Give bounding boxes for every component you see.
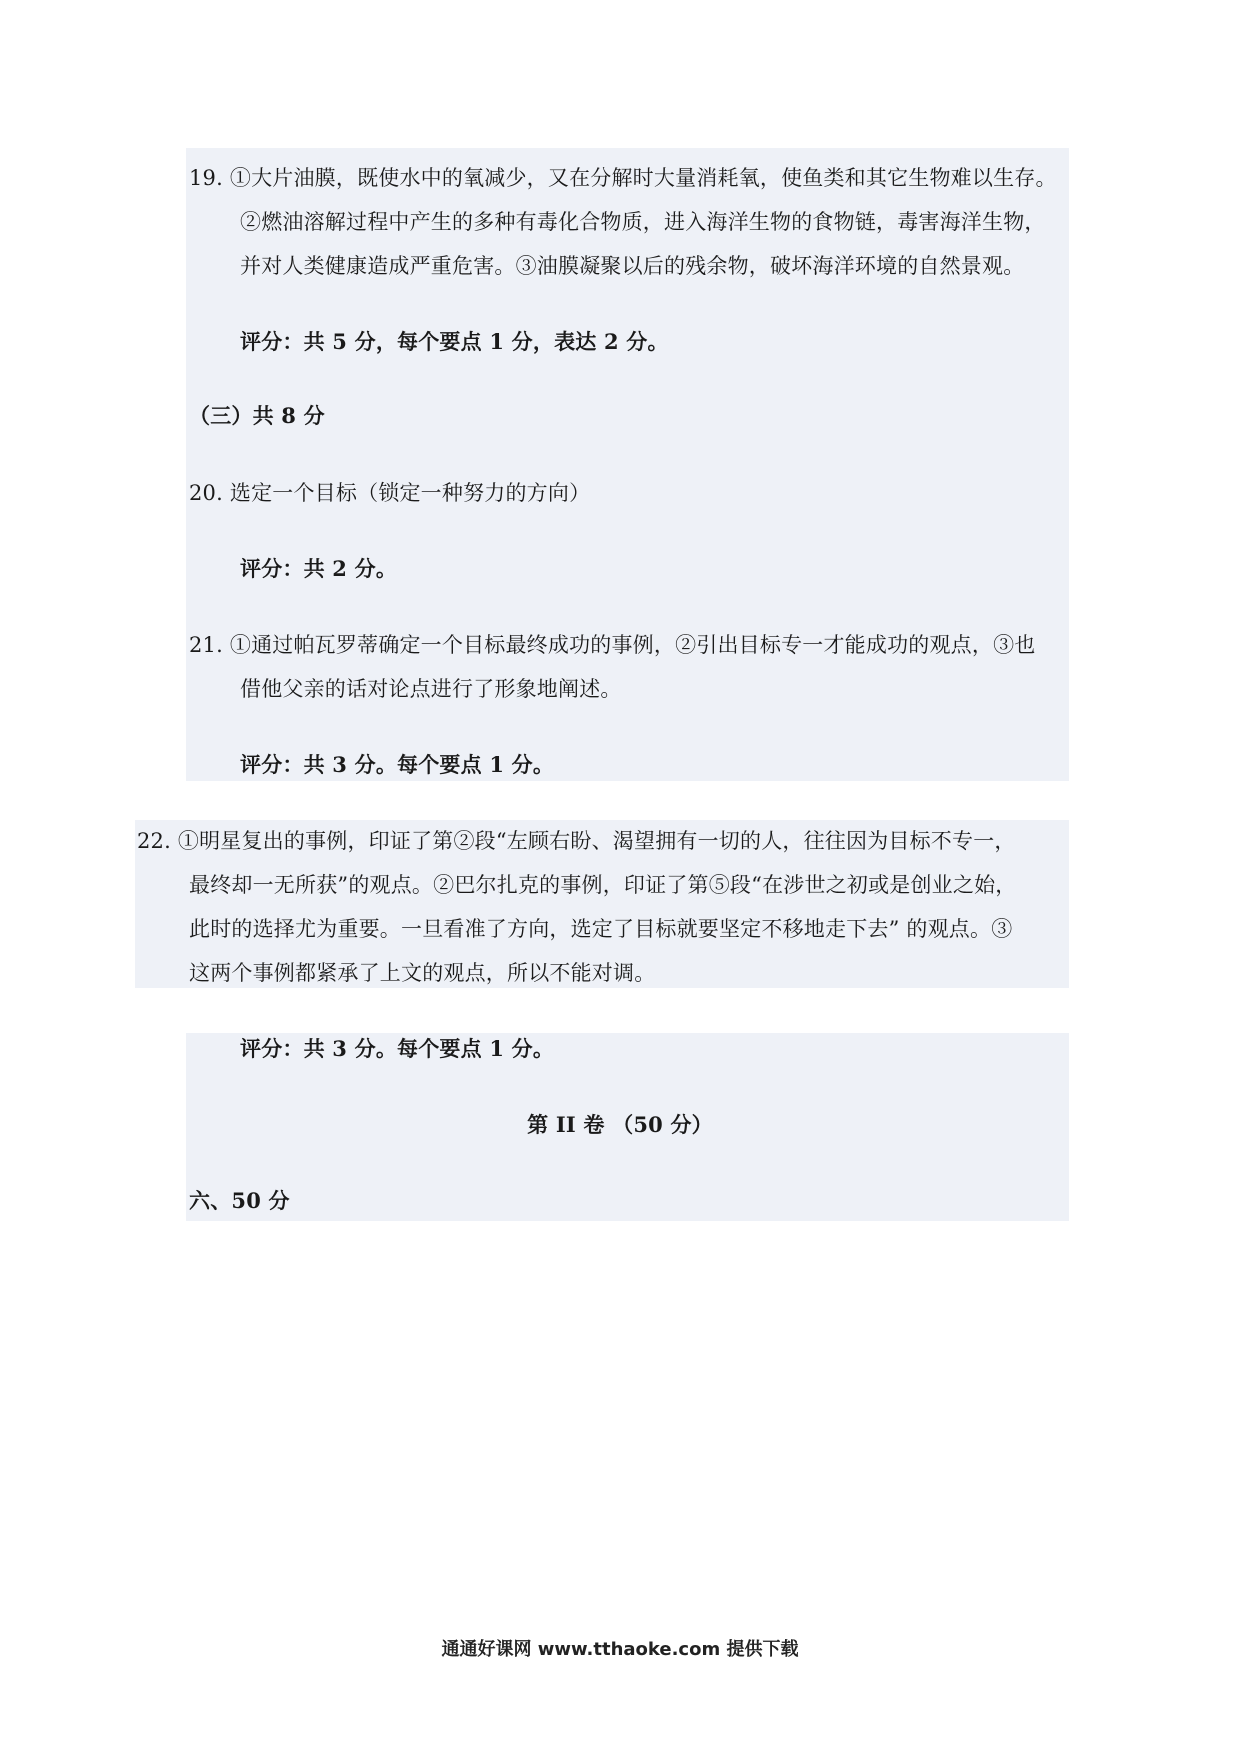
- q22-answer-line-3: 此时的选择尤为重要。一旦看准了方向，选定了目标就要坚定不移地走下去” 的观点。③: [189, 917, 1013, 941]
- q20-answer-line-1: 20. 选定一个目标（锁定一种努力的方向）: [189, 481, 591, 505]
- section-heading-3: （三）共 8 分: [189, 403, 325, 428]
- q21-score: 评分：共 3 分。每个要点 1 分。: [240, 752, 555, 777]
- q21-answer-line-1: 21. ①通过帕瓦罗蒂确定一个目标最终成功的事例，②引出目标专一才能成功的观点，③也: [189, 633, 1036, 657]
- part-heading: 第 II 卷 （50 分）: [527, 1112, 713, 1137]
- q20-score: 评分：共 2 分。: [240, 556, 398, 581]
- q21-answer-line-2: 借他父亲的话对论点进行了形象地阐述。: [240, 677, 622, 701]
- q19-answer-line-3: 并对人类健康造成严重危害。③油膜凝聚以后的残余物，破坏海洋环境的自然景观。: [240, 254, 1025, 278]
- q19-answer-line-2: ②燃油溶解过程中产生的多种有毒化合物质，进入海洋生物的食物链，毒害海洋生物，: [240, 210, 1046, 234]
- q22-answer-line-1: 22. ①明星复出的事例，印证了第②段“左顾右盼、渴望拥有一切的人，往往因为目标不专一，: [137, 829, 1016, 853]
- q19-answer-line-1: 19. ①大片油膜，既使水中的氧减少，又在分解时大量消耗氧，使鱼类和其它生物难以生存。: [189, 166, 1057, 190]
- footer-source: 通通好课网 www.tthaoke.com 提供下载: [441, 1639, 799, 1660]
- q22-answer-line-4: 这两个事例都紧承了上文的观点，所以不能对调。: [189, 961, 656, 985]
- q19-score: 评分：共 5 分，每个要点 1 分，表达 2 分。: [240, 329, 669, 354]
- q22-answer-line-2: 最终却一无所获”的观点。②巴尔扎克的事例，印证了第⑤段“在涉世之初或是创业之始，: [189, 873, 1017, 897]
- section-heading-6: 六、50 分: [189, 1188, 290, 1213]
- q22-score: 评分：共 3 分。每个要点 1 分。: [240, 1036, 555, 1061]
